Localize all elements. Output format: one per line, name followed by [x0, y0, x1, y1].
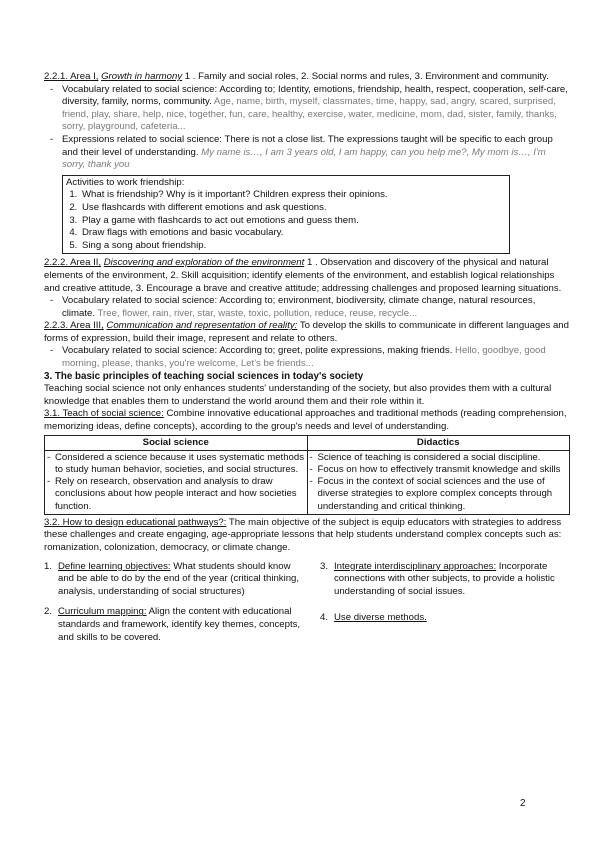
- table-header-social-science: Social science: [45, 435, 308, 450]
- social-science-cell: [45, 450, 308, 514]
- step-number: 3.: [320, 560, 329, 572]
- steps-right-column: [320, 561, 570, 653]
- activities-list: [66, 189, 506, 252]
- vocab-bullet: [50, 295, 570, 320]
- section-3-1: [44, 408, 570, 433]
- section-3-2-link[interactable]: 3.2. How to design educational pathways?:: [44, 516, 227, 528]
- table-bullet: - Focus on how to effectively transmit knowledge and skills: [310, 464, 568, 476]
- step-text: Align the content with educational standards and framework, identify key themes, concepts, and skills to be covered.: [58, 606, 301, 643]
- step-item: [320, 561, 570, 599]
- step-title: Integrate interdisciplinary approaches:: [334, 560, 497, 572]
- section-2-2-3: [44, 320, 570, 345]
- activity-item: 4. Draw flags with emotions and basic vocabulary.: [80, 227, 506, 240]
- section-3-2: [44, 517, 570, 555]
- section-2-2-1: [44, 71, 570, 84]
- step-item: [320, 612, 570, 625]
- expressions-bullet: [50, 134, 570, 172]
- activity-item: 2. Use flashcards with different emotions and ask questions.: [80, 202, 506, 215]
- activity-item: 3. Play a game with flashcards to act out emotions and guess them.: [80, 215, 506, 228]
- step-title: Use diverse methods.: [334, 612, 427, 624]
- document-page: [44, 71, 570, 652]
- step-item: [44, 561, 309, 599]
- section-intro: 1 . Observation and discovery of the physical and natural elements of the environment, 2. Skill acquisition; identify elements of the environment, and establish logical relationships and creative attitude, 3. Encourage a brave and creative attitude; addressing challenges and proposed learning situations.: [44, 257, 562, 294]
- step-text: What students should know and be able to do by the end of the year (critical thinking, analysis, understanding of social structures): [58, 560, 300, 597]
- step-title: Define learning objectives:: [58, 560, 171, 572]
- vocab-words: Tree, flower, rain, river, star, waste, toxic, pollution, reduce, reuse, recycle...: [95, 307, 418, 319]
- vocab-label: Vocabulary related to social science: According to; environment, biodiversity, climate change, natural resources, climate.: [62, 295, 536, 319]
- vocab-label: Vocabulary related to social science: According to; greet, polite expressions, making friends.: [62, 345, 453, 357]
- activities-box: [62, 175, 510, 255]
- step-title: Curriculum mapping:: [58, 606, 147, 618]
- table-bullet: - Science of teaching is considered a social discipline.: [310, 452, 568, 464]
- section-heading: 2.2.1. Area I,: [44, 71, 99, 82]
- step-item: [44, 606, 309, 644]
- vocab-bullet: [50, 345, 570, 370]
- step-number: 1.: [44, 560, 53, 572]
- table-row: [45, 450, 570, 514]
- expr-label: Expressions related to social science: There is not a close list. The expressions taught will be specific to each group and their level of understanding.: [62, 133, 553, 158]
- section-3-intro: Teaching social science not only enhances students' understanding of the society, but also provides them with a cultural knowledge that enables them to understand the world around them and their role within it.: [44, 383, 552, 407]
- table-bullet: - Rely on research, observation and analysis to draw conclusions about how people interact and how societies function.: [47, 476, 305, 513]
- section-intro: To develop the skills to communicate in different languages and forms of expression, build their image, represent and relate to others.: [44, 320, 569, 344]
- vocab-words: Hello, goodbye, good morning, please, thanks, you're welcome, Let's be friends...: [62, 345, 546, 370]
- section-heading: 2.2.2. Area II,: [44, 257, 102, 269]
- step-text: Incorporate connections with other subjects, to provide a holistic understanding of social issues.: [334, 560, 555, 597]
- activity-item: 5. Sing a song about friendship.: [80, 240, 506, 253]
- activity-item: 1. What is friendship? Why is it important? Children express their opinions.: [80, 189, 506, 202]
- step-number: 4.: [320, 612, 329, 624]
- section-title: Growth in harmony: [101, 71, 183, 82]
- comparison-table: [44, 435, 570, 515]
- page-number: 2: [520, 798, 526, 809]
- section-3-1-text: Combine innovative educational approaches and traditional methods (reading comprehension, memorizing ideas, define concepts), according to the group's needs and level of understanding.: [44, 408, 567, 433]
- section-2-2-2: [44, 257, 570, 295]
- table-bullet: - Considered a science because it uses systematic methods to study human behavior, societies, and social structures.: [47, 452, 305, 476]
- vocab-words: Age, name, birth, myself, classmates, time, happy, sad, angry, scared, surprised, friend, play, share, help, nice, together, fun, care, healthy, exercise, water, medicine, mom, dad, sister, family, thanks, sorry, playground, cafeteria...: [62, 96, 557, 133]
- table-bullet: - Focus in the context of social sciences and the use of diverse strategies to explore complex concepts through understanding and critical thinking.: [310, 476, 568, 513]
- section-3-heading: 3. The basic principles of teaching social sciences in today's society: [44, 370, 364, 382]
- steps-left-column: [44, 561, 309, 653]
- vocab-label: Vocabulary related to social science: According to; Identity, emotions, friendship, health, respect, cooperation, self-care, diversity, family, norms, community.: [62, 83, 568, 108]
- step-number: 2.: [44, 606, 53, 618]
- expr-examples: My name is…, I am 3 years old, I am happy, can you help me?, My mom is…, I'm sorry, thank you: [62, 146, 546, 171]
- didactics-cell: [307, 450, 570, 514]
- activities-title: Activities to work friendship:: [66, 176, 185, 188]
- table-header-didactics: Didactics: [307, 435, 570, 450]
- section-title: Discovering and exploration of the environment: [103, 257, 305, 269]
- section-intro: 1 . Family and social roles, 2. Social norms and rules, 3. Environment and community.: [182, 71, 549, 82]
- section-3-1-link[interactable]: 3.1. Teach of social science:: [44, 408, 164, 420]
- section-title: Communication and representation of reality:: [106, 320, 298, 332]
- steps-grid: [44, 561, 570, 653]
- section-3-2-text: The main objective of the subject is equip educators with strategies to address these challenges and create engaging, age-appropriate lessons that help students understand complex concepts such as: romanization, colonization, democracy, or climate change.: [44, 516, 562, 554]
- section-heading: 2.2.3. Area III,: [44, 320, 104, 332]
- vocab-bullet: [50, 84, 570, 134]
